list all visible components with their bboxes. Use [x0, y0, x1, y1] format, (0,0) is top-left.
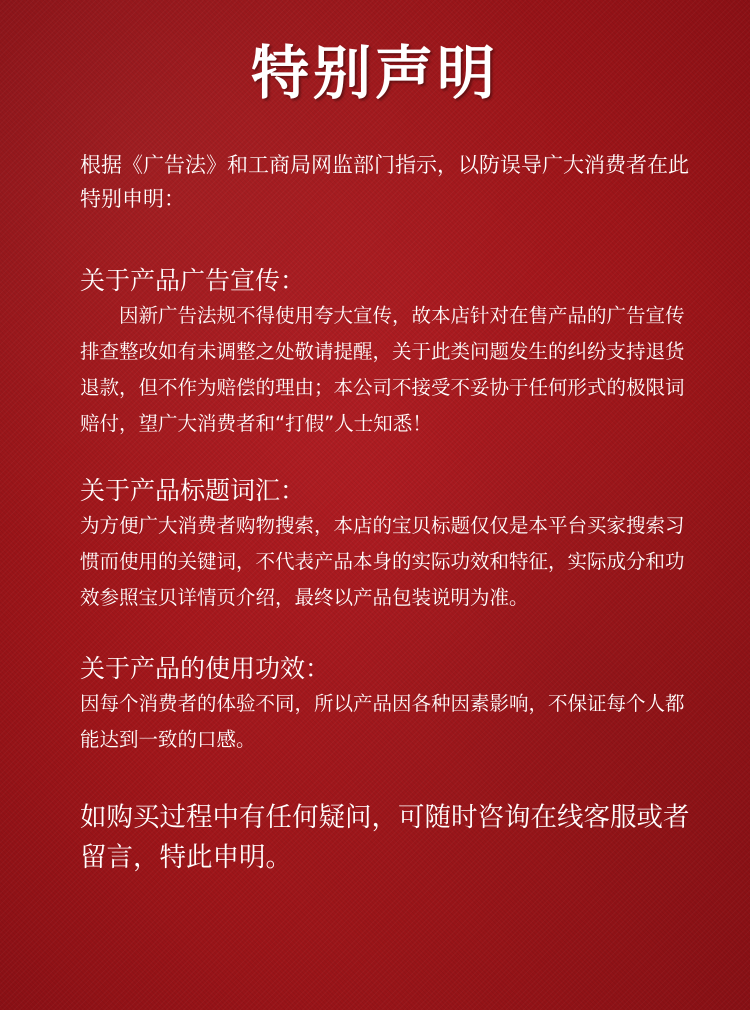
- section-body-efficacy: 因每个消费者的体验不同，所以产品因各种因素影响，不保证每个人都能达到一致的口感。: [80, 692, 685, 751]
- notice-content: [80, 148, 692, 905]
- closing-statement: 如购买过程中有任何疑问，可随时咨询在线客服或者留言，特此申明。: [80, 802, 690, 873]
- section-heading-title-words: 关于产品标题词汇：: [80, 476, 306, 505]
- section-heading-efficacy: 关于产品的使用功效：: [80, 654, 331, 683]
- section-heading-advertising: 关于产品广告宣传：: [80, 266, 306, 295]
- section-advertising: [80, 264, 692, 442]
- page-title: 特别声明: [250, 39, 499, 107]
- section-efficacy: [80, 652, 692, 758]
- intro-paragraph: 根据《广告法》和工商局网监部门指示，以防误导广大消费者在此特别申明：: [80, 153, 689, 211]
- section-body-advertising: 因新广告法规不得使用夸大宣传，故本店针对在售产品的广告宣传排查整改如有未调整之处敬请提醒，关于此类问题发生的纠纷支持退货退款，但不作为赔偿的理由；本公司不接受不妥协于任何形式的极限词赔付，望广大消费者和“打假”人士知悉！: [80, 304, 685, 435]
- section-title-words: [80, 474, 692, 616]
- section-body-title-words: 为方便广大消费者购物搜索，本店的宝贝标题仅仅是本平台买家搜索习惯而使用的关键词，不代表产品本身的实际功效和特征，实际成分和功效参照宝贝详情页介绍，最终以产品包装说明为准。: [80, 514, 685, 609]
